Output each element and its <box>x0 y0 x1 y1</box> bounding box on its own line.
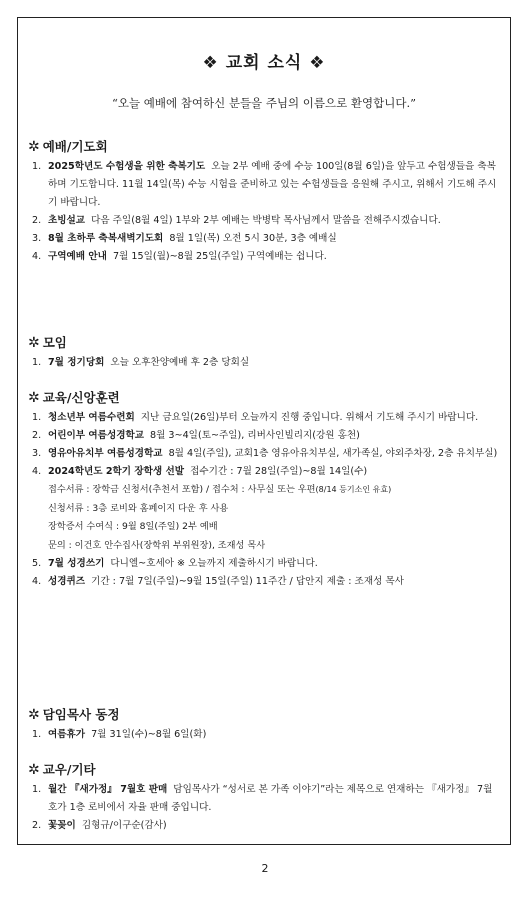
list-item: 2. 어린이부 여름성경학교 8월 3~4일(토~주일), 리버사인빌리지(강원 홍천) <box>32 430 360 441</box>
section-heading: ✲ 교우/기타 <box>28 762 96 778</box>
scholarship-detail: 신청서류 : 3층 로비와 홈페이지 다운 후 사용 <box>48 502 229 514</box>
list-item: 2. 초빙설교 다음 주일(8월 4일) 1부와 2부 예배는 박병탁 목사님께서 말씀을 전해주시겠습니다. <box>32 215 441 226</box>
section-heading: ✲ 예배/기도회 <box>28 139 108 155</box>
asterisk-icon: ✲ <box>28 335 40 351</box>
section-pastor <box>28 704 500 744</box>
list-item: 1. 2025학년도 수험생을 위한 축복기도 오늘 2부 예배 중에 수능 100일(8월 6일)을 앞두고 수험생들을 축복하며 기도합니다. 11월 14일(목) 수능 시험을 준비하고 있는 수험생들을 응원해 주시고, 위해서 기도해 주시기 바랍니다. <box>32 161 497 208</box>
list-item: 5. 7월 성경쓰기 다니엘~호세아 ※ 오늘까지 제출하시기 바랍니다. <box>32 558 318 569</box>
section-heading: ✲ 담임목사 동정 <box>28 707 120 723</box>
welcome-quote: “오늘 예배에 참여하신 분들을 주님의 이름으로 환영합니다.” <box>112 96 416 110</box>
page-number: 2 <box>261 862 269 875</box>
scholarship-detail: 장학증서 수여식 : 9월 8일(주일) 2부 예배 <box>48 521 218 532</box>
list-item: 4. 구역예배 안내 7월 15일(월)~8월 25일(주일) 구역예배는 쉽니다. <box>32 251 327 262</box>
section-meeting <box>28 332 500 372</box>
section-heading: ✲ 모임 <box>28 335 67 351</box>
list-item: 3. 영유아유치부 여름성경학교 8월 4일(주일), 교회1층 영유아유치부실, 새가족실, 야외주차장, 2층 유치부실) <box>32 448 498 459</box>
list-item: 1. 월간 『새가정』 7월호 판매 담임목사가 “성서로 본 가족 이야기”라는 제목으로 연재하는 『새가정』 7월호가 1층 로비에서 자율 판매 중입니다. <box>32 784 493 813</box>
section-worship <box>28 136 500 266</box>
section-education <box>28 387 500 591</box>
asterisk-icon: ✲ <box>28 139 40 155</box>
list-item: 2. 꽃꽂이 김형규/이구순(감사) <box>32 820 167 831</box>
list-item: 1. 7월 정기당회 오늘 오후찬양예배 후 2층 당회실 <box>32 357 250 368</box>
section-members <box>28 759 500 835</box>
scholarship-detail: 접수서류 : 장학금 신청서(추천서 포함) / 접수처 : 사무실 또는 우편(8/14 등기소인 유효) <box>48 484 392 495</box>
scholarship-detail: 문의 : 이건호 안수집사(장학위 부위원장), 조재성 목사 <box>48 539 266 551</box>
asterisk-icon: ✲ <box>28 762 40 778</box>
list-item: 1. 청소년부 여름수련회 지난 금요일(26일)부터 오늘까지 진행 중입니다. 위해서 기도해 주시기 바랍니다. <box>32 412 479 423</box>
list-item: 3. 8월 초하루 축복새벽기도회 8월 1일(목) 오전 5시 30분, 3층 예배실 <box>32 233 337 244</box>
list-item: 4. 성경퀴즈 기간 : 7월 7일(주일)~9월 15일(주일) 11주간 / 답안지 제출 : 조재성 목사 <box>32 576 404 587</box>
page-title: ❖ 교회 소식 ❖ <box>202 53 326 73</box>
asterisk-icon: ✲ <box>28 707 40 723</box>
list-item: 1. 여름휴가 7월 31일(수)~8월 6일(화) <box>32 729 207 740</box>
bulletin-frame <box>17 17 511 845</box>
asterisk-icon: ✲ <box>28 390 40 406</box>
list-item: 4. 2024학년도 2학기 장학생 선발 접수기간 : 7월 28일(주일)~8월 14일(수) <box>32 466 368 477</box>
section-heading: ✲ 교육/신앙훈련 <box>28 390 120 406</box>
